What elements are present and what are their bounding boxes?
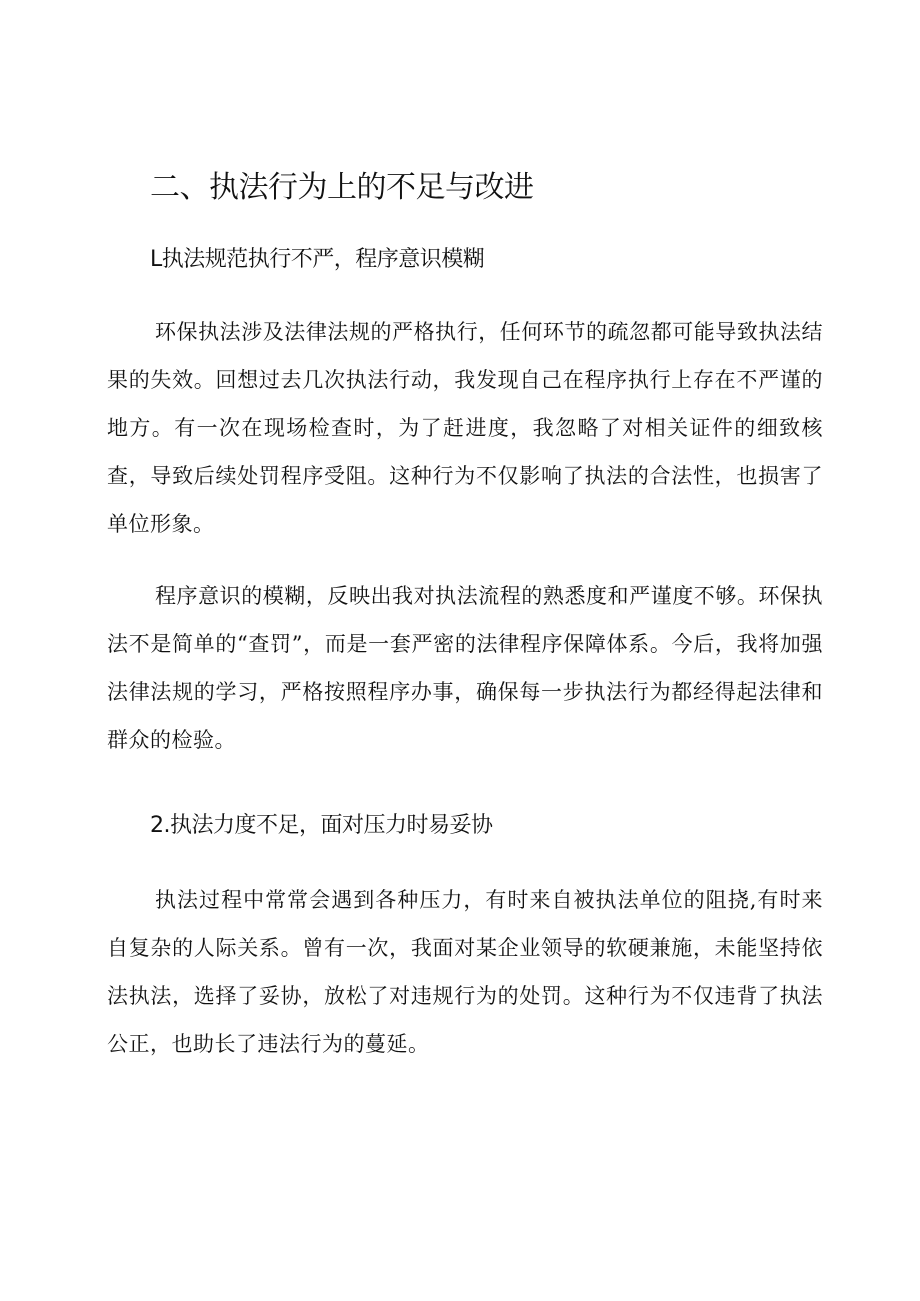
paragraph-3: 执法过程中常常会遇到各种压力，有时来自被执法单位的阻挠,有时来自复杂的人际关系。曾有一次，我面对某企业领导的软硬兼施，未能坚持依法执法，选择了妥协，放松了对违规行为的处罚。这种行为不仅违背了执法公正，也助长了违法行为的蔓延。: [107, 888, 823, 1056]
section-title: 二、执法行为上的不足与改进: [150, 170, 534, 205]
paragraph-1: 环保执法涉及法律法规的严格执行，任何环节的疏忽都可能导致执法结果的失效。回想过去几次执法行动，我发现自己在程序执行上存在不严谨的地方。有一次在现场检查时，为了赶进度，我忽略了对相关证件的细致核查，导致后续处罚程序受阻。这种行为不仅影响了执法的合法性，也损害了单位形象。: [107, 320, 823, 536]
subsection-heading-1: L执法规范执行不严，程序意识模糊: [150, 247, 485, 272]
paragraph-2: 程序意识的模糊，反映出我对执法流程的熟悉度和严谨度不够。环保执法不是简单的“查罚”，而是一套严密的法律程序保障体系。今后，我将加强法律法规的学习，严格按照程序办事，确保每一步执法行为都经得起法律和群众的检验。: [107, 584, 823, 752]
subsection-heading-2: 2.执法力度不足，面对压力时易妥协: [150, 813, 493, 838]
